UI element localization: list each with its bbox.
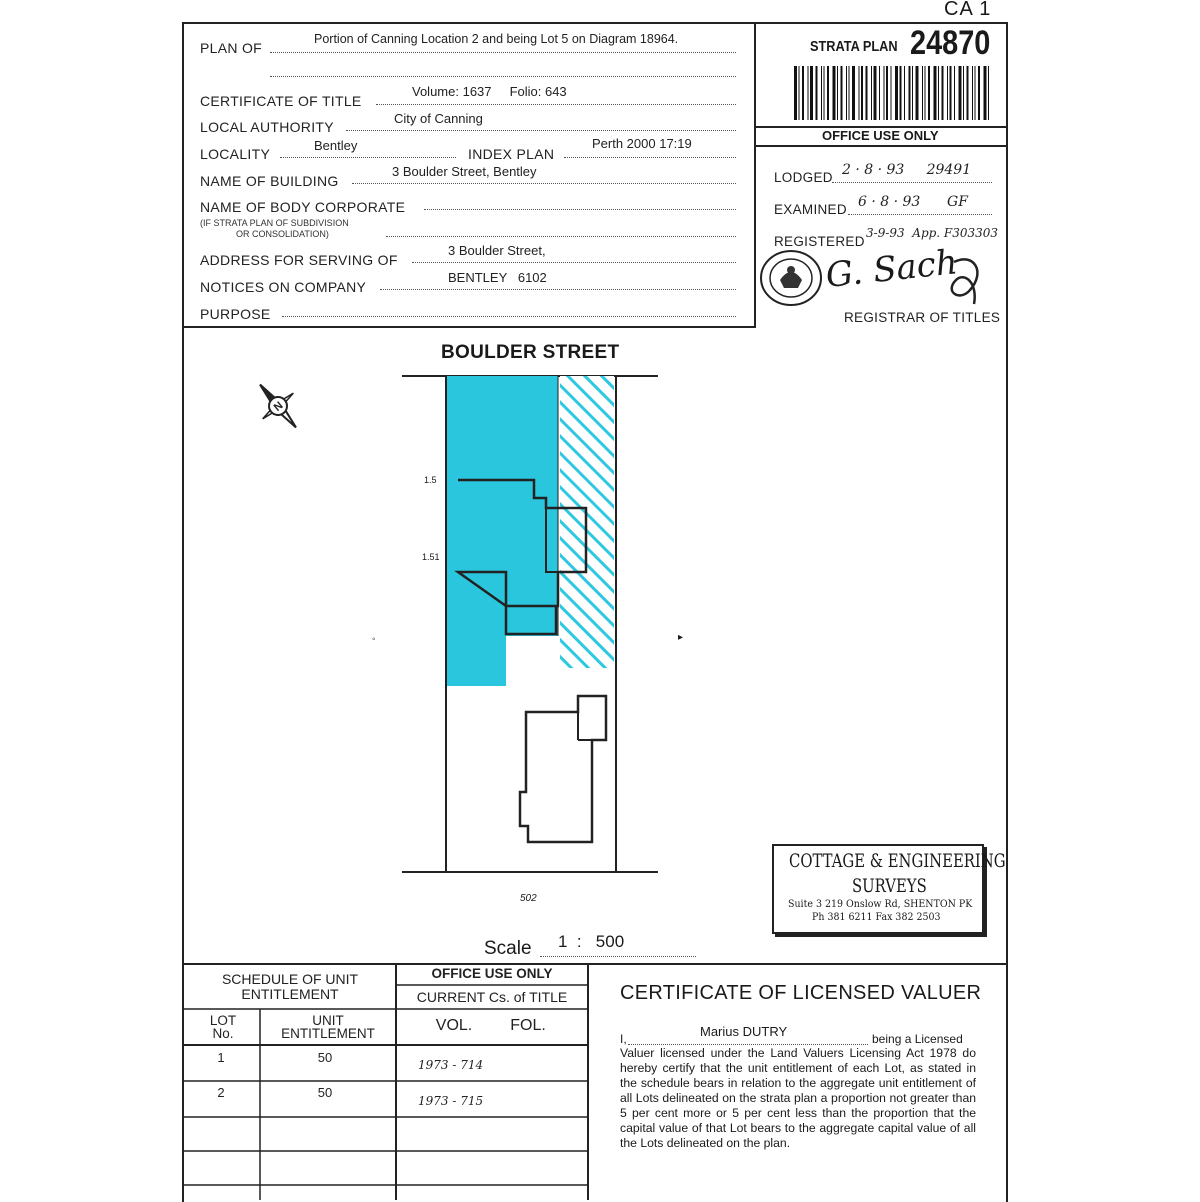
registrar-seal-icon xyxy=(758,248,824,308)
barcode-bar xyxy=(866,66,868,120)
barcode-bar xyxy=(833,66,836,120)
plan-of-label: PLAN OF xyxy=(200,40,263,56)
surveyor-name: COTTAGE & ENGINEERING xyxy=(789,850,1006,872)
lot-no-header-line2: No. xyxy=(212,1026,234,1041)
survey-mark: ◦ xyxy=(372,634,376,645)
barcode-bar xyxy=(808,66,809,120)
registered-value: 3-9-93 App. F303303 xyxy=(866,226,999,240)
lot-1-shading xyxy=(446,376,558,686)
vol-header: VOL. xyxy=(435,1017,473,1034)
office-use-label: OFFICE USE ONLY xyxy=(822,128,939,143)
index-plan-label: INDEX PLAN xyxy=(468,146,555,162)
surveyor-name-line2: SURVEYS xyxy=(852,875,927,897)
schedule-title: SCHEDULE OF UNIT xyxy=(221,971,359,987)
barcode-bar xyxy=(916,66,919,120)
north-arrow-icon xyxy=(248,376,308,436)
scale-value: 1 : 500 xyxy=(558,932,625,951)
body-corporate-note: (IF STRATA PLAN OF SUBDIVISION xyxy=(200,218,349,228)
row-2-title: 1973 - 715 xyxy=(418,1094,484,1108)
surveyor-phone: Ph 381 6211 Fax 382 2503 xyxy=(812,911,941,923)
barcode-bar xyxy=(859,66,860,120)
barcode-bar xyxy=(874,66,877,120)
barcode-bar xyxy=(799,66,800,120)
schedule-title-line2: ENTITLEMENT xyxy=(241,986,339,1002)
barcode-bar xyxy=(950,66,952,120)
signature-flourish xyxy=(934,252,994,312)
office-use-only-heading: OFFICE USE ONLY xyxy=(431,966,553,981)
office-use-divider xyxy=(756,145,1008,147)
barcode-bar xyxy=(912,66,913,120)
barcode-bar xyxy=(975,66,976,120)
barcode-bar xyxy=(827,66,829,120)
barcode-bar xyxy=(879,66,880,120)
valuer-heading: CERTIFICATE OF LICENSED VALUER xyxy=(620,982,982,1004)
barcode-bar xyxy=(978,66,980,120)
certificate-of-title-value: Volume: 1637 Folio: 643 xyxy=(412,84,567,99)
survey-mark-2: ▸ xyxy=(678,632,684,643)
site-plan-drawing xyxy=(380,360,680,890)
name-of-building-label: NAME OF BUILDING xyxy=(200,173,339,189)
barcode-bar xyxy=(900,66,902,120)
barcode-bar xyxy=(947,66,948,120)
barcode-bar xyxy=(810,66,813,120)
fol-header: FOL. xyxy=(510,1017,546,1034)
barcode-bar xyxy=(938,66,939,120)
page-reference: CA 1 xyxy=(944,0,992,20)
strata-plan-number: 24870 xyxy=(910,24,991,62)
surveyor-address: Suite 3 219 Onslow Rd, SHENTON PK xyxy=(788,898,973,910)
name-of-building-value: 3 Boulder Street, Bentley xyxy=(392,164,537,179)
row-1-lot: 1 xyxy=(217,1050,225,1065)
barcode-bar xyxy=(861,66,863,120)
barcode-bar xyxy=(884,66,885,120)
unit-entitlement-header-line2: ENTITLEMENT xyxy=(281,1026,375,1041)
locality-value: Bentley xyxy=(314,138,358,153)
lodged-value: 2 · 8 · 93 29491 xyxy=(842,162,972,178)
barcode-bar xyxy=(841,66,843,120)
valuer-certificate-text: Valuer licensed under the Land Valuers Licensing Act 1978 do hereby certify that the unit entitlement of each Lot, as stated in the schedule bears in relation to the aggregate unit entitlement of all Lots delineated on the strata plan a proportion not greater than 5 per cent more or 5 per cent less than the proportion that the capital value of that Lot bears to the aggregate capital value of all the Lots delineated on the plan. xyxy=(620,1046,976,1150)
row-1-title: 1973 - 714 xyxy=(418,1058,484,1072)
body-corporate-label: NAME OF BODY CORPORATE xyxy=(200,199,406,215)
unit-2-dwelling xyxy=(520,696,606,842)
address-label: ADDRESS FOR SERVING OF xyxy=(200,252,398,268)
purpose-label: PURPOSE xyxy=(200,306,271,322)
barcode-bar xyxy=(922,66,923,120)
address-value-line2: BENTLEY 6102 xyxy=(448,270,547,285)
north-arrow-letter: N xyxy=(271,399,286,414)
barcode-bar xyxy=(909,66,911,120)
barcode-bar xyxy=(886,66,888,120)
notices-label: NOTICES ON COMPANY xyxy=(200,279,367,295)
barcode-bar xyxy=(904,66,905,120)
examined-value: 6 · 8 · 93 GF xyxy=(858,194,968,210)
row-2-lot: 2 xyxy=(217,1085,225,1100)
certificate-of-title-label: CERTIFICATE OF TITLE xyxy=(200,93,362,109)
index-plan-value: Perth 2000 17:19 xyxy=(592,136,692,151)
barcode-bar xyxy=(821,66,822,120)
barcode xyxy=(792,66,992,120)
lodged-label: LODGED xyxy=(774,170,833,185)
unit-entitlement-header: UNIT xyxy=(312,1013,344,1028)
row-2-entitlement: 50 xyxy=(317,1085,333,1100)
barcode-bar xyxy=(972,66,973,120)
barcode-bar xyxy=(934,66,937,120)
barcode-bar xyxy=(942,66,944,120)
barcode-bar xyxy=(925,66,926,120)
barcode-bar xyxy=(802,66,804,120)
barcode-bar xyxy=(846,66,847,120)
barcode-bar xyxy=(988,66,989,120)
barcode-bar xyxy=(824,66,825,120)
body-corporate-note-2: OR CONSOLIDATION) xyxy=(236,229,329,239)
barcode-bar xyxy=(849,66,850,120)
locality-label: LOCALITY xyxy=(200,146,271,162)
barcode-bar xyxy=(871,66,872,120)
registered-label: REGISTERED xyxy=(774,234,865,249)
valuer-name: Marius DUTRY xyxy=(700,1024,788,1039)
barcode-bar xyxy=(895,66,898,120)
dimension-label-2: 1.51 xyxy=(422,552,440,562)
current-title-heading: CURRENT Cs. of TITLE xyxy=(416,989,568,1005)
local-authority-label: LOCAL AUTHORITY xyxy=(200,119,334,135)
local-authority-value: City of Canning xyxy=(394,111,483,126)
barcode-bar xyxy=(794,66,797,120)
adjoining-lot-number: 502 xyxy=(520,893,537,904)
barcode-bar xyxy=(928,66,930,120)
lot-no-header: LOT xyxy=(209,1013,237,1028)
barcode-bar xyxy=(963,66,964,120)
barcode-bar xyxy=(891,66,892,120)
strata-plan-label: STRATA PLAN xyxy=(810,38,898,55)
row-1-entitlement: 50 xyxy=(317,1050,333,1065)
registrar-of-titles-label: REGISTRAR OF TITLES xyxy=(844,310,1001,325)
barcode-bar xyxy=(967,66,969,120)
valuer-i: I, xyxy=(620,1032,627,1046)
scale-label: Scale xyxy=(484,938,532,959)
valuer-line1-tail: being a Licensed xyxy=(872,1032,963,1046)
address-value-line1: 3 Boulder Street, xyxy=(448,243,546,258)
registrar-signature: G. Sach xyxy=(823,242,960,296)
barcode-bar xyxy=(852,66,855,120)
barcode-bar xyxy=(816,66,818,120)
examined-label: EXAMINED xyxy=(774,202,847,217)
dimension-label: 1.5 xyxy=(424,475,437,485)
plan-of-value: Portion of Canning Location 2 and being Lot 5 on Diagram 18964. xyxy=(314,32,679,46)
street-name: BOULDER STREET xyxy=(441,342,620,363)
barcode-bar xyxy=(959,66,962,120)
barcode-bar xyxy=(954,66,955,120)
barcode-bar xyxy=(984,66,987,120)
barcode-bar xyxy=(837,66,838,120)
